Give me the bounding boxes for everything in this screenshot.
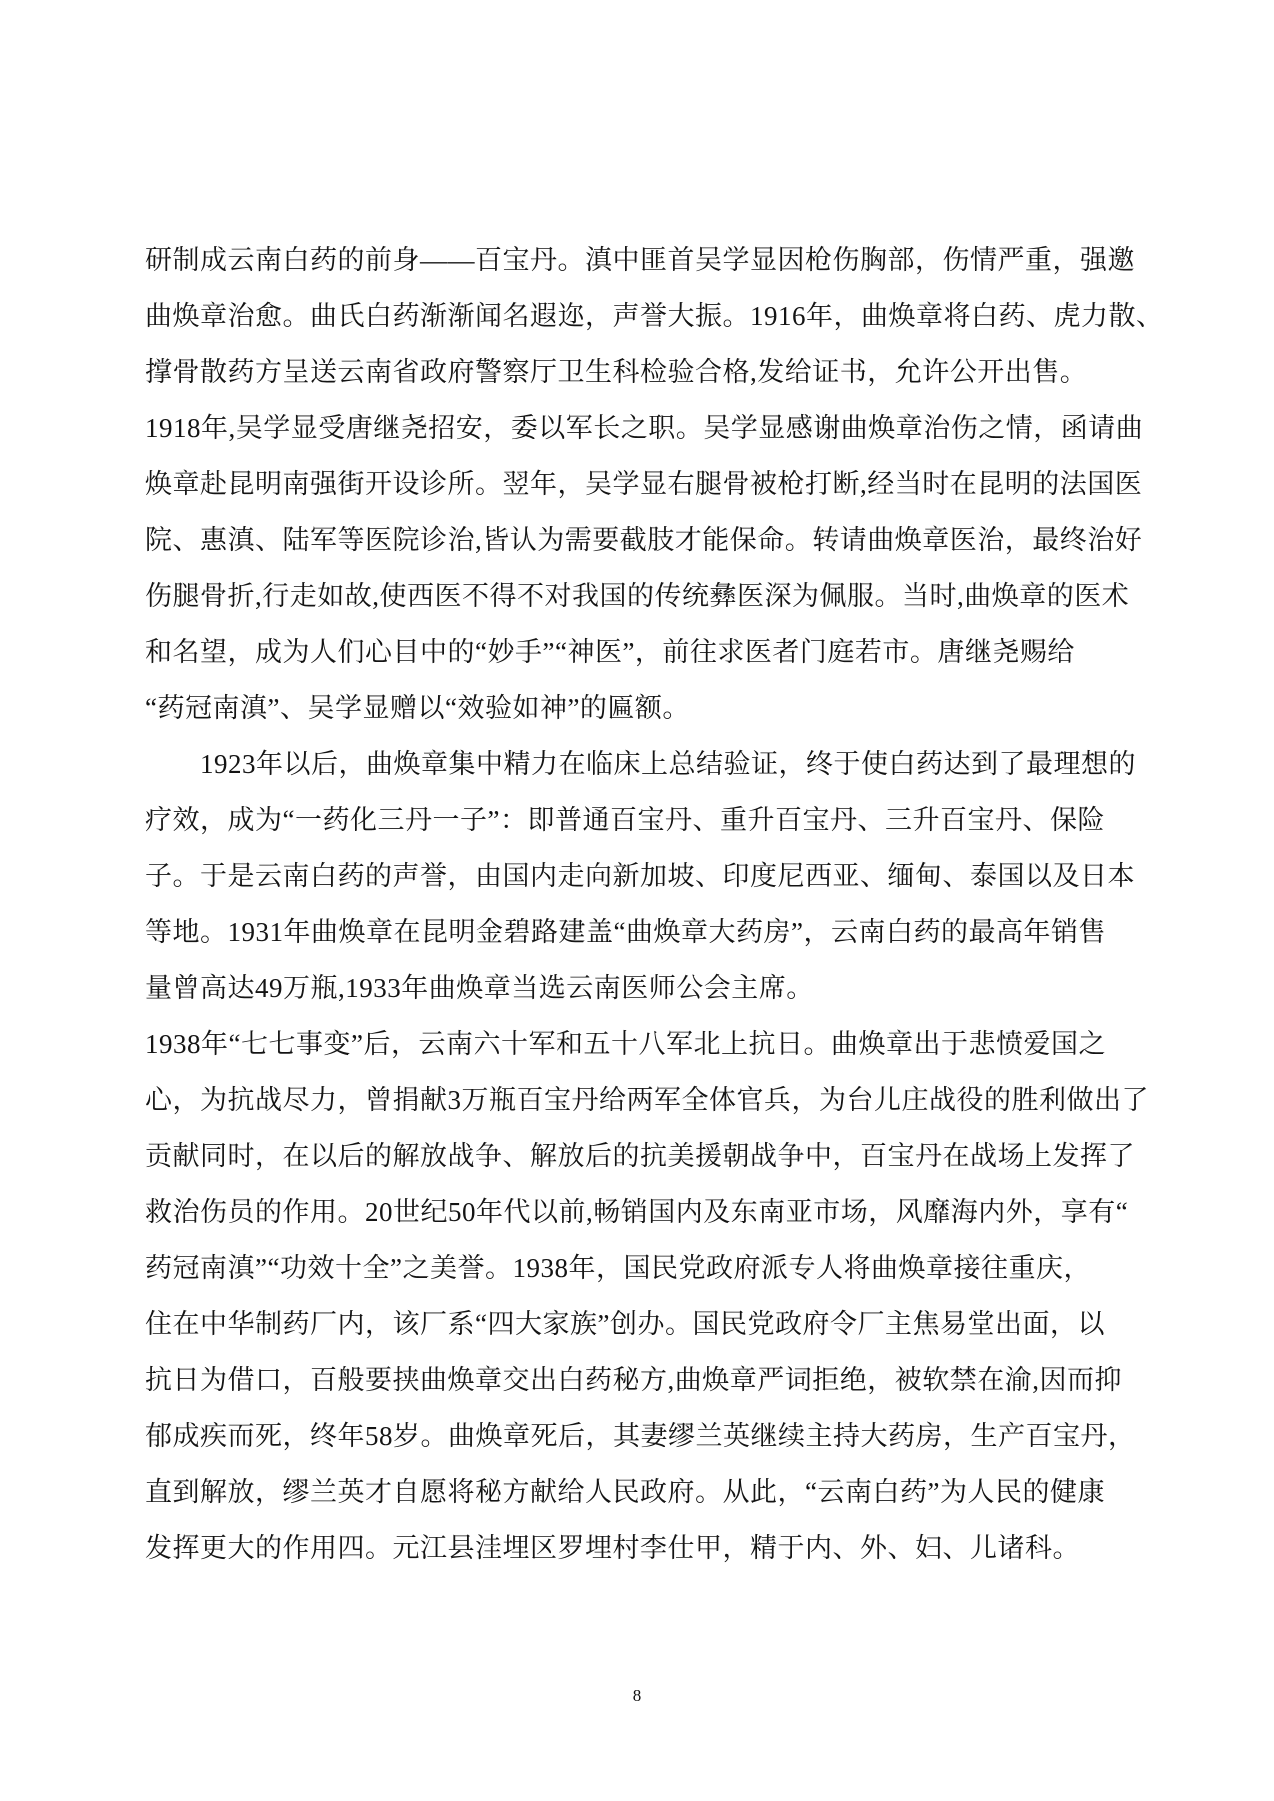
text-line: 焕章赴昆明南强街开设诊所。翌年，吴学显右腿骨被枪打断,经当时在昆明的法国医 [145,469,1143,499]
text-line: 直到解放，缪兰英才自愿将秘方献给人民政府。从此，“云南白药”为人民的健康 [145,1477,1105,1507]
page-number: 8 [632,1686,642,1705]
text-line: 郁成疾而死，终年58岁。曲焕章死后，其妻缪兰英继续主持大药房，生产百宝丹， [145,1421,1136,1451]
text-line: 院、惠滇、陆军等医院诊治,皆认为需要截肢才能保命。转请曲焕章医治，最终治好 [145,525,1143,555]
text-line: 量曾高达49万瓶,1933年曲焕章当选云南医师公会主席。 [145,973,814,1003]
text-line: 心，为抗战尽力，曾捐献3万瓶百宝丹给两军全体官兵，为台儿庄战役的胜利做出了 [145,1085,1149,1115]
text-line: 疗效，成为“一药化三丹一子”：即普通百宝丹、重升百宝丹、三升百宝丹、保险 [145,805,1105,835]
text-line: 发挥更大的作用四。元江县洼埋区罗埋村李仕甲，精于内、外、妇、儿诸科。 [145,1533,1080,1563]
document-text [145,232,1164,1576]
text-line: 贡献同时，在以后的解放战争、解放后的抗美援朝战争中，百宝丹在战场上发挥了 [145,1141,1135,1171]
text-line: 和名望，成为人们心目中的“妙手”“神医”，前往求医者门庭若市。唐继尧赐给 [145,637,1075,667]
text-line: 救治伤员的作用。20世纪50年代以前,畅销国内及东南亚市场，风靡海内外，享有“ [145,1197,1129,1227]
text-line: “药冠南滇”、吴学显赠以“效验如神”的匾额。 [145,693,690,723]
text-line: 伤腿骨折,行走如故,使西医不得不对我国的传统彝医深为佩服。当时,曲焕章的医术 [145,581,1130,611]
text-line: 抗日为借口，百般要挟曲焕章交出白药秘方,曲焕章严词拒绝，被软禁在渝,因而抑 [145,1365,1122,1395]
text-line: 子。于是云南白药的声誉，由国内走向新加坡、印度尼西亚、缅甸、泰国以及日本 [145,861,1135,891]
text-line: 药冠南滇”“功效十全”之美誉。1938年，国民党政府派专人将曲焕章接往重庆， [145,1253,1091,1283]
text-line: 1923年以后，曲焕章集中精力在临床上总结验证，终于使白药达到了最理想的 [145,749,1136,779]
text-line: 1918年,吴学显受唐继尧招安，委以军长之职。吴学显感谢曲焕章治伤之情，函请曲 [145,413,1144,443]
text-line: 撑骨散药方呈送云南省政府警察厅卫生科检验合格,发给证书，允许公开出售。 [145,357,1088,387]
text-line: 曲焕章治愈。曲氏白药渐渐闻名遐迩，声誉大振。1916年，曲焕章将白药、虎力散、 [145,301,1164,331]
text-line: 住在中华制药厂内，该厂系“四大家族”创办。国民党政府令厂主焦易堂出面，以 [145,1309,1105,1339]
text-line: 等地。1931年曲焕章在昆明金碧路建盖“曲焕章大药房”，云南白药的最高年销售 [145,917,1106,947]
text-line: 研制成云南白药的前身——百宝丹。滇中匪首吴学显因枪伤胸部，伤情严重，强邀 [145,245,1135,275]
text-line: 1938年“七七事变”后，云南六十军和五十八军北上抗日。曲焕章出于悲愤爱国之 [145,1029,1106,1059]
